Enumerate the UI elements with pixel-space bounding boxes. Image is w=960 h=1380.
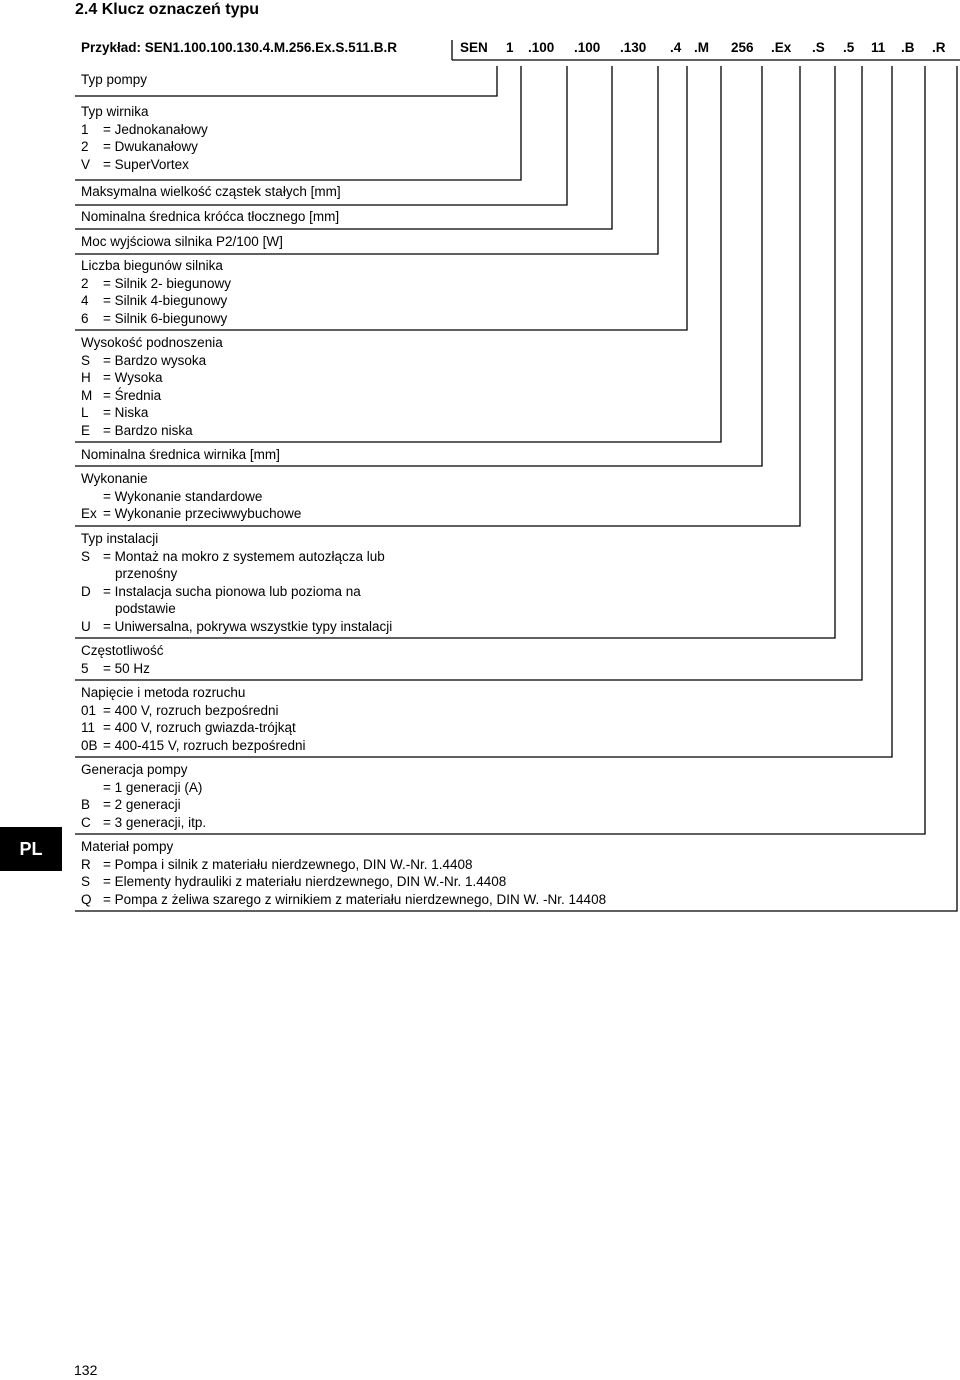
type-field-impeller-diameter	[81, 446, 280, 464]
field-option	[81, 352, 223, 370]
option-code: 2	[81, 275, 89, 291]
type-field-generation	[81, 761, 206, 831]
option-code: 5	[81, 660, 89, 676]
field-heading: Liczba biegunów silnika	[81, 258, 223, 273]
field-option	[81, 719, 306, 737]
code-part: .R	[932, 40, 946, 55]
field-heading: Napięcie i metoda rozruchu	[81, 685, 246, 700]
type-field-max-solids	[81, 183, 341, 201]
option-text: = Jednokanałowy	[103, 121, 208, 137]
field-heading: Nominalna średnica wirnika [mm]	[81, 447, 280, 462]
option-code: S	[81, 874, 91, 889]
option-text: = Dwukanałowy	[103, 139, 198, 154]
field-heading: Moc wyjściowa silnika P2/100 [W]	[81, 234, 283, 249]
option-code: S	[81, 548, 91, 564]
code-part: .B	[901, 40, 915, 55]
option-code: 1	[81, 121, 89, 137]
page-number: 132	[74, 1362, 98, 1378]
option-code: S	[81, 352, 91, 368]
field-heading: Wysokość podnoszenia	[81, 335, 223, 350]
option-text: = Silnik 4-biegunowy	[103, 293, 228, 308]
field-option	[81, 891, 606, 909]
field-heading: Częstotliwość	[81, 643, 164, 658]
section-title: 2.4 Klucz oznaczeń typu	[75, 1, 260, 18]
field-option	[81, 873, 606, 891]
field-option	[81, 292, 231, 310]
field-option	[81, 505, 301, 523]
option-text: podstawie	[115, 601, 176, 616]
option-code: Ex	[81, 506, 97, 521]
code-part: 11	[871, 40, 886, 55]
field-option	[81, 121, 208, 139]
language-tab: PL	[0, 827, 62, 871]
option-text: = SuperVortex	[103, 156, 189, 172]
option-text: = Bardzo wysoka	[103, 352, 207, 368]
field-heading: Nominalna średnica króćca tłocznego [mm]	[81, 209, 340, 224]
option-text: = 400-415 V, rozruch bezpośredni	[103, 737, 306, 753]
field-option	[81, 156, 208, 174]
code-part: .130	[620, 40, 647, 55]
option-text: = Pompa i silnik z materiału nierdzewnego, DIN W.-Nr. 1.4408	[103, 856, 473, 872]
field-option	[81, 387, 223, 405]
field-option	[81, 702, 306, 720]
type-field-version	[81, 470, 301, 523]
field-option-continued	[81, 600, 392, 618]
option-code: M	[81, 387, 93, 403]
type-field-discharge-diameter	[81, 208, 339, 226]
field-option	[81, 737, 306, 755]
code-part: .100	[528, 40, 555, 55]
type-field-material	[81, 838, 606, 908]
field-option	[81, 369, 223, 387]
option-code: 2	[81, 139, 89, 154]
option-text: = Silnik 6-biegunowy	[103, 310, 228, 326]
field-option	[81, 814, 206, 832]
field-option	[81, 796, 206, 814]
option-code: U	[81, 618, 91, 634]
type-field-installation	[81, 530, 392, 635]
option-text: = Niska	[103, 405, 149, 420]
field-option	[81, 548, 392, 566]
option-code: L	[81, 405, 89, 420]
option-text: = 50 Hz	[103, 660, 150, 676]
field-option	[81, 310, 231, 328]
code-part: SEN	[460, 40, 488, 55]
code-part: .M	[694, 40, 709, 55]
option-text: = Wykonanie przeciwwybuchowe	[103, 506, 302, 521]
option-text: = Instalacja sucha pionowa lub pozioma na	[103, 583, 361, 599]
field-heading: Wykonanie	[81, 471, 148, 486]
code-part: .4	[670, 40, 682, 55]
field-heading: Maksymalna wielkość cząstek stałych [mm]	[81, 184, 341, 199]
code-part: .100	[574, 40, 601, 55]
option-text: = 400 V, rozruch bezpośredni	[103, 702, 279, 718]
option-text: = 1 generacji (A)	[103, 779, 203, 795]
code-part: .S	[812, 40, 825, 55]
option-code: 0B	[81, 737, 98, 753]
type-field-motor-poles	[81, 257, 231, 327]
option-text: = Wysoka	[103, 370, 163, 385]
code-part: .5	[843, 40, 855, 55]
field-heading: Typ wirnika	[81, 104, 149, 119]
field-option	[81, 660, 164, 678]
field-heading: Materiał pompy	[81, 839, 174, 854]
example-label: Przykład: SEN1.100.100.130.4.M.256.Ex.S.511.B.R	[81, 40, 397, 55]
option-text: = Silnik 2- biegunowy	[103, 275, 231, 291]
option-code: V	[81, 156, 91, 172]
field-option	[81, 583, 392, 601]
field-heading: Generacja pompy	[81, 762, 188, 777]
option-code: D	[81, 583, 91, 599]
option-text: przenośny	[115, 566, 178, 581]
type-field-head	[81, 334, 223, 439]
option-code: C	[81, 814, 91, 830]
option-code: R	[81, 856, 91, 872]
code-part: 256	[731, 40, 754, 55]
option-text: = Elementy hydrauliki z materiału nierdzewnego, DIN W.-Nr. 1.4408	[103, 874, 507, 889]
field-option	[81, 779, 206, 797]
type-field-pump-type	[81, 71, 147, 89]
field-heading: Typ instalacji	[81, 531, 159, 546]
type-field-frequency	[81, 642, 164, 677]
option-text: = Pompa z żeliwa szarego z wirnikiem z materiału nierdzewnego, DIN W. -Nr. 14408	[103, 891, 607, 907]
option-code: E	[81, 422, 91, 438]
field-option	[81, 275, 231, 293]
field-option	[81, 138, 208, 156]
field-option-continued	[81, 565, 392, 583]
option-text: = Wykonanie standardowe	[103, 488, 263, 504]
option-text: = Średnia	[103, 387, 162, 403]
option-code: 01	[81, 702, 97, 718]
field-heading: Typ pompy	[81, 72, 148, 87]
option-code: B	[81, 797, 91, 812]
option-text: = 3 generacji, itp.	[103, 814, 207, 830]
option-code: H	[81, 370, 91, 385]
option-text: = 400 V, rozruch gwiazda-trójkąt	[103, 720, 296, 735]
option-code: 4	[81, 293, 89, 308]
option-code: 11	[81, 720, 96, 735]
code-part: .Ex	[771, 40, 792, 55]
field-option	[81, 422, 223, 440]
option-text: = Uniwersalna, pokrywa wszystkie typy instalacji	[103, 618, 393, 634]
code-part: 1	[506, 40, 514, 55]
option-code: Q	[81, 891, 92, 907]
field-option	[81, 618, 392, 636]
option-text: = Montaż na mokro z systemem autozłącza lub	[103, 548, 385, 564]
field-option	[81, 404, 223, 422]
type-field-voltage	[81, 684, 306, 754]
option-text: = Bardzo niska	[103, 422, 193, 438]
field-option	[81, 488, 301, 506]
type-field-impeller-type	[81, 103, 208, 173]
option-code: 6	[81, 310, 89, 326]
option-text: = 2 generacji	[103, 797, 181, 812]
field-option	[81, 856, 606, 874]
type-field-motor-power	[81, 233, 283, 251]
